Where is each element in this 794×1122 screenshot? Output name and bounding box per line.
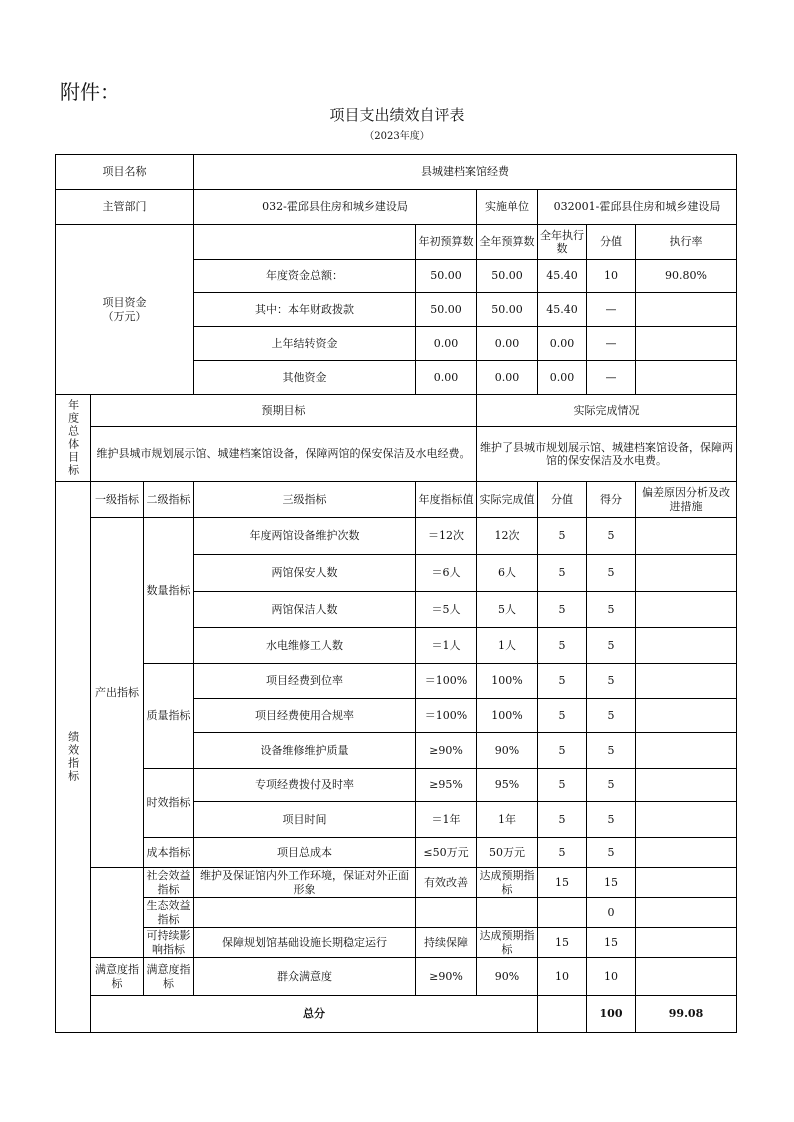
indicator-score-value: 5: [538, 592, 587, 628]
header-target: 年度指标值: [416, 482, 477, 518]
indicator-target: ＝1年: [416, 802, 477, 838]
header-score: 得分: [587, 482, 636, 518]
indicator-deviation: [636, 958, 737, 996]
indicator-actual: 5人: [477, 592, 538, 628]
funds-header-blank: [194, 225, 416, 260]
funds-cell: 45.40: [538, 293, 587, 327]
funds-header-score-value: 分值: [587, 225, 636, 260]
indicator-actual: [477, 898, 538, 928]
indicator-name: 水电维修工人数: [194, 628, 416, 664]
total-score: 99.08: [636, 996, 737, 1033]
row-total: [56, 996, 737, 1033]
goals-actual-text: 维护了县城市规划展示馆、城建档案馆设备，保障两馆的保安保洁及水电费。: [477, 427, 737, 482]
indicator-name: 项目经费到位率: [194, 664, 416, 699]
funds-header-exec: 全年执行数: [538, 225, 587, 260]
indicator-actual: 100%: [477, 699, 538, 733]
indicator-deviation: [636, 518, 737, 555]
indicator-actual: 90%: [477, 958, 538, 996]
funds-cell: 50.00: [416, 260, 477, 293]
indicator-name: 年度两馆设备维护次数: [194, 518, 416, 555]
funds-cell: [636, 361, 737, 395]
funds-cell: 45.40: [538, 260, 587, 293]
indicator-actual: 95%: [477, 769, 538, 802]
funds-header-full: 全年预算数: [477, 225, 538, 260]
row-funds-header: [56, 225, 737, 260]
benefit-indicator-label: [91, 868, 144, 958]
funds-label: 项目资金 （万元）: [56, 225, 194, 395]
indicator-row: [56, 769, 737, 802]
funds-cell: —: [587, 361, 636, 395]
funds-cell: —: [587, 293, 636, 327]
indicator-target: ＝100%: [416, 699, 477, 733]
eco-indicator-label: 生态效益指标: [144, 898, 194, 928]
indicator-score: 15: [587, 928, 636, 958]
indicator-score: 5: [587, 838, 636, 868]
row-indicators-header: [56, 482, 737, 518]
indicator-score-value: 5: [538, 518, 587, 555]
indicator-score: 5: [587, 769, 636, 802]
indicator-score: 10: [587, 958, 636, 996]
indicator-actual: 50万元: [477, 838, 538, 868]
indicator-name: 设备维修维护质量: [194, 733, 416, 769]
indicator-name: 群众满意度: [194, 958, 416, 996]
dept-value: 032-霍邱县住房和城乡建设局: [194, 190, 477, 225]
indicator-name: 项目经费使用合规率: [194, 699, 416, 733]
funds-cell: [636, 327, 737, 361]
indicator-score: 5: [587, 592, 636, 628]
attachment-label: 附件：: [60, 80, 120, 104]
impl-value: 032001-霍邱县住房和城乡建设局: [538, 190, 737, 225]
indicator-deviation: [636, 628, 737, 664]
total-blank: [538, 996, 587, 1033]
indicator-name: 项目总成本: [194, 838, 416, 868]
output-indicator-label: 产出指标: [91, 518, 144, 868]
indicator-deviation: [636, 802, 737, 838]
indicator-deviation: [636, 592, 737, 628]
goals-actual-header: 实际完成情况: [477, 395, 737, 427]
total-label: 总分: [91, 996, 538, 1033]
funds-cell: 0.00: [416, 327, 477, 361]
header-score-value: 分值: [538, 482, 587, 518]
funds-cell: [636, 293, 737, 327]
report-year: （2023年度）: [364, 131, 430, 142]
indicator-score: 5: [587, 664, 636, 699]
header-level1: 一级指标: [91, 482, 144, 518]
indicator-name: 两馆保洁人数: [194, 592, 416, 628]
indicator-target: ≥90%: [416, 733, 477, 769]
goals-expected-header: 预期目标: [91, 395, 477, 427]
indicator-score-value: 5: [538, 664, 587, 699]
goals-label: 年度总体目标: [56, 395, 91, 482]
cost-indicator-label: 成本指标: [144, 838, 194, 868]
header-deviation: 偏差原因分析及改进措施: [636, 482, 737, 518]
indicator-score: 5: [587, 699, 636, 733]
satisfaction-l2-label: 满意度指标: [144, 958, 194, 996]
indicator-actual: 达成预期指标: [477, 928, 538, 958]
indicator-name: 保障规划馆基础设施长期稳定运行: [194, 928, 416, 958]
indicator-actual: 90%: [477, 733, 538, 769]
indicator-actual: 12次: [477, 518, 538, 555]
indicator-deviation: [636, 838, 737, 868]
social-indicator-label: 社会效益指标: [144, 868, 194, 898]
funds-row-label: 上年结转资金: [194, 327, 416, 361]
indicator-target: ＝5人: [416, 592, 477, 628]
indicator-score-value: 5: [538, 628, 587, 664]
indicator-target: ≥90%: [416, 958, 477, 996]
funds-cell: 90.80%: [636, 260, 737, 293]
indicator-name: 两馆保安人数: [194, 555, 416, 592]
indicator-deviation: [636, 769, 737, 802]
funds-cell: 50.00: [416, 293, 477, 327]
indicator-target: ＝6人: [416, 555, 477, 592]
satisfaction-l1-label: 满意度指标: [91, 958, 144, 996]
indicator-score-value: 5: [538, 733, 587, 769]
indicator-row: [56, 518, 737, 555]
quantity-indicator-label: 数量指标: [144, 518, 194, 664]
indicator-score-value: 5: [538, 802, 587, 838]
indicator-deviation: [636, 928, 737, 958]
funds-cell: 0.00: [416, 361, 477, 395]
total-score-value: 100: [587, 996, 636, 1033]
indicator-target: 持续保障: [416, 928, 477, 958]
indicator-target: ≤50万元: [416, 838, 477, 868]
funds-cell: 50.00: [477, 260, 538, 293]
row-department: [56, 190, 737, 225]
timeliness-indicator-label: 时效指标: [144, 769, 194, 838]
indicator-score: 5: [587, 555, 636, 592]
indicator-row: [56, 664, 737, 699]
funds-cell: 0.00: [477, 327, 538, 361]
indicator-deviation: [636, 733, 737, 769]
funds-cell: 0.00: [538, 327, 587, 361]
indicator-row: [56, 928, 737, 958]
goals-expected-text: 维护县城市规划展示馆、城建档案馆设备，保障两馆的保安保洁及水电经费。: [91, 427, 477, 482]
indicator-name: 维护及保证馆内外工作环境，保证对外正面形象: [194, 868, 416, 898]
header-level3: 三级指标: [194, 482, 416, 518]
funds-cell: 50.00: [477, 293, 538, 327]
indicator-actual: 1年: [477, 802, 538, 838]
project-name-label: 项目名称: [56, 155, 194, 190]
indicator-score-value: 15: [538, 868, 587, 898]
indicator-actual: 100%: [477, 664, 538, 699]
header-level2: 二级指标: [144, 482, 194, 518]
indicator-row: [56, 898, 737, 928]
indicator-name: 项目时间: [194, 802, 416, 838]
indicator-score-value: 15: [538, 928, 587, 958]
quality-indicator-label: 质量指标: [144, 664, 194, 769]
indicator-actual: 达成预期指标: [477, 868, 538, 898]
row-goals-header: [56, 395, 737, 427]
indicator-deviation: [636, 664, 737, 699]
indicator-score-value: 5: [538, 699, 587, 733]
funds-row-label: 其他资金: [194, 361, 416, 395]
funds-cell: 0.00: [477, 361, 538, 395]
funds-header-rate: 执行率: [636, 225, 737, 260]
indicator-row: [56, 958, 737, 996]
funds-cell: —: [587, 327, 636, 361]
indicator-deviation: [636, 555, 737, 592]
indicator-score: 5: [587, 733, 636, 769]
project-name-value: 县城建档案馆经费: [194, 155, 737, 190]
indicator-target: 有效改善: [416, 868, 477, 898]
indicator-name: [194, 898, 416, 928]
page-title: 项目支出绩效自评表: [329, 106, 465, 124]
sustain-indicator-label: 可持续影响指标: [144, 928, 194, 958]
indicator-row: [56, 838, 737, 868]
funds-cell: 10: [587, 260, 636, 293]
indicator-score: 15: [587, 868, 636, 898]
indicator-target: ＝12次: [416, 518, 477, 555]
indicator-target: ≥95%: [416, 769, 477, 802]
indicator-deviation: [636, 898, 737, 928]
funds-header-initial: 年初预算数: [416, 225, 477, 260]
indicator-deviation: [636, 699, 737, 733]
indicator-score: 0: [587, 898, 636, 928]
indicator-actual: 6人: [477, 555, 538, 592]
indicator-score: 5: [587, 628, 636, 664]
indicator-name: 专项经费拨付及时率: [194, 769, 416, 802]
indicator-target: ＝100%: [416, 664, 477, 699]
indicators-label: 绩效指标: [56, 482, 91, 1033]
indicator-target: ＝1人: [416, 628, 477, 664]
indicator-deviation: [636, 868, 737, 898]
impl-label: 实施单位: [477, 190, 538, 225]
funds-row-label: 其中：本年财政拨款: [194, 293, 416, 327]
performance-table: [55, 154, 737, 1033]
funds-cell: 0.00: [538, 361, 587, 395]
funds-row-label: 年度资金总额：: [194, 260, 416, 293]
indicator-score-value: 10: [538, 958, 587, 996]
indicator-score: 5: [587, 518, 636, 555]
row-project-name: [56, 155, 737, 190]
dept-label: 主管部门: [56, 190, 194, 225]
indicator-score-value: [538, 898, 587, 928]
indicator-score-value: 5: [538, 838, 587, 868]
row-goals-content: [56, 427, 737, 482]
indicator-score: 5: [587, 802, 636, 838]
header-actual: 实际完成值: [477, 482, 538, 518]
indicator-score-value: 5: [538, 555, 587, 592]
indicator-target: [416, 898, 477, 928]
indicator-score-value: 5: [538, 769, 587, 802]
indicator-actual: 1人: [477, 628, 538, 664]
indicator-row: [56, 868, 737, 898]
